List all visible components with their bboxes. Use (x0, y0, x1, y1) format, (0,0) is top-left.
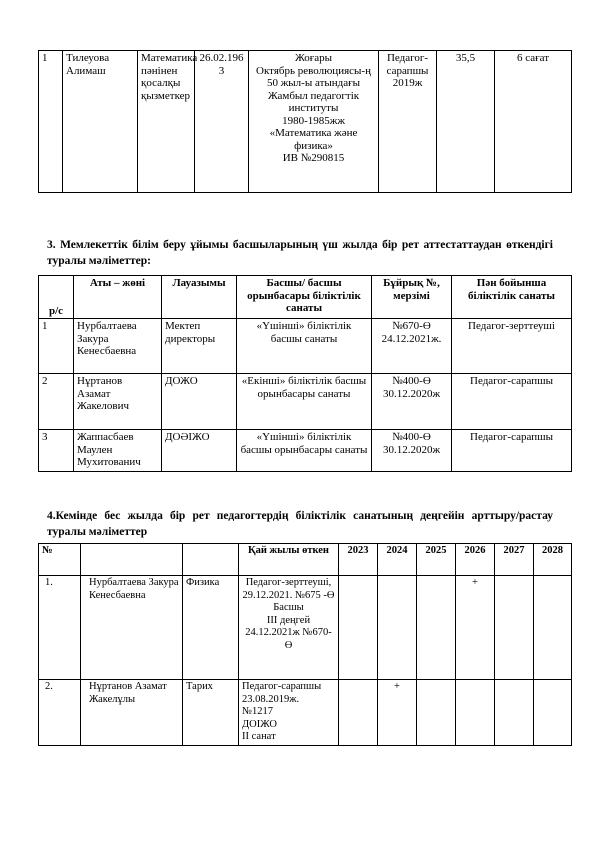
row-number: 1 (39, 319, 74, 374)
table-row (39, 576, 572, 680)
mark-cell (456, 680, 495, 746)
header-year: 2027 (495, 544, 534, 576)
leader-position: ДОӘІЖО (162, 430, 237, 472)
header-subject-category: Пән бойынша біліктілік санаты (452, 276, 572, 319)
teacher-name: Нурбалтаева Закура Кенесбаевна (81, 576, 183, 680)
mark-cell (417, 680, 456, 746)
leader-position: Мектеп директоры (162, 319, 237, 374)
table-row (39, 680, 572, 746)
mark-cell (339, 576, 378, 680)
mark-cell (495, 576, 534, 680)
table-row (39, 51, 572, 193)
header-year: 2023 (339, 544, 378, 576)
leader-name: Нурбалтаева Закура Кенесбаевна (74, 319, 162, 374)
header-category: Басшы/ басшы орынбасары біліктілік санаты (237, 276, 372, 319)
leader-category: «Үшінші» біліктілік басшы орынбасары санаты (237, 430, 372, 472)
leader-category: «Екінші» біліктілік басшы орынбасары санаты (237, 374, 372, 430)
header-year: 2028 (534, 544, 572, 576)
row-number: 1 (39, 51, 63, 193)
leader-position: ДОЖО (162, 374, 237, 430)
table-header-row (39, 276, 572, 319)
teacher-name: Тилеуова Алимаш (63, 51, 138, 193)
subject-cell: Тарих (183, 680, 239, 746)
order-cell: №670-Ө 24.12.2021ж. (372, 319, 452, 374)
section-3-heading: 3. Мемлекеттік білім беру ұйымы басшыларының үш жылда бір рет аттестаттаудан өткендігі туралы мәліметтер: (47, 239, 553, 267)
section-4-heading: 4.Кемінде бес жылда бір рет педагогтердің біліктілік санатының деңгейін арттыру/растау туралы мәліметтер (47, 510, 553, 538)
mark-cell: + (378, 680, 417, 746)
birth-date: 26.02.1963 (195, 51, 249, 193)
subject-cell: Математика пәнінен қосалқы қызметкер (138, 51, 195, 193)
header-year: 2025 (417, 544, 456, 576)
table-row (39, 430, 572, 472)
mark-cell (417, 576, 456, 680)
mark-cell (339, 680, 378, 746)
staff-table (38, 50, 572, 193)
header-name (81, 544, 183, 576)
table-row (39, 319, 572, 374)
year-taken-cell: Педагог-сарапшы 23.08.2019ж. №1217 ДОІЖО ІІ санат (239, 680, 339, 746)
mark-cell (378, 576, 417, 680)
subject-category-cell: Педагог-сарапшы (452, 430, 572, 472)
leader-name: Нұртанов Азамат Жакелович (74, 374, 162, 430)
leader-name: Жаппасбаев Маулен Мухитованич (74, 430, 162, 472)
subject-category-cell: Педагог-сарапшы (452, 374, 572, 430)
header-name: Аты – жөні (74, 276, 162, 319)
mark-cell (495, 680, 534, 746)
mark-cell (534, 576, 572, 680)
row-number: 1. (39, 576, 81, 680)
table-header-row (39, 544, 572, 576)
teacher-name: Нұртанов Азамат Жакелұлы (81, 680, 183, 746)
header-year: 2024 (378, 544, 417, 576)
header-subject (183, 544, 239, 576)
subject-cell: Физика (183, 576, 239, 680)
education-cell: Жоғары Октябрь революциясы-ң 50 жыл-ы атындағы Жамбыл педагогтік институты 1980-1985жж «Математика және физика» ИВ №290815 (249, 51, 379, 193)
header-year: 2026 (456, 544, 495, 576)
header-num: р/с (39, 276, 74, 319)
order-cell: №400-Ө 30.12.2020ж (372, 374, 452, 430)
leaders-table (38, 275, 572, 472)
hours-cell: 6 сағат (495, 51, 572, 193)
year-taken-cell: Педагог-зерттеуші, 29.12.2021. №675 -Ө Басшы ІІІ деңгей 24.12.2021ж №670-Ө (239, 576, 339, 680)
header-order: Бұйрық №, мерзімі (372, 276, 452, 319)
attestation-table (38, 543, 572, 746)
row-number: 3 (39, 430, 74, 472)
experience-cell: 35,5 (437, 51, 495, 193)
row-number: 2 (39, 374, 74, 430)
row-number: 2. (39, 680, 81, 746)
leader-category: «Үшінші» біліктілік басшы санаты (237, 319, 372, 374)
table-row (39, 374, 572, 430)
header-position: Лауазымы (162, 276, 237, 319)
subject-category-cell: Педагог-зерттеуші (452, 319, 572, 374)
category-cell: Педагог-сарапшы 2019ж (379, 51, 437, 193)
header-year-taken: Қай жылы өткен (239, 544, 339, 576)
order-cell: №400-Ө 30.12.2020ж (372, 430, 452, 472)
header-num: № (39, 544, 81, 576)
mark-cell (534, 680, 572, 746)
mark-cell: + (456, 576, 495, 680)
